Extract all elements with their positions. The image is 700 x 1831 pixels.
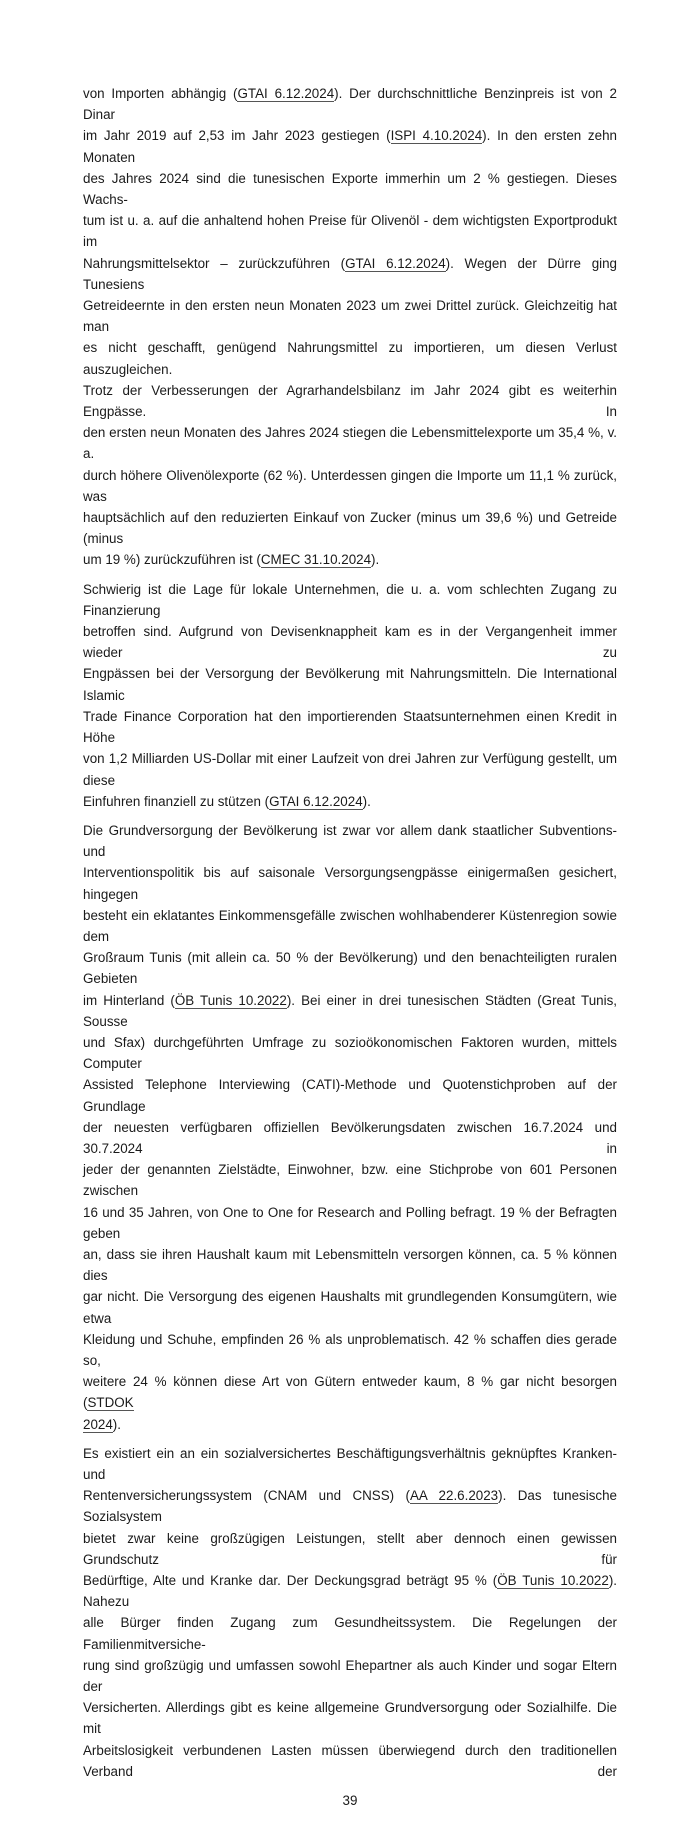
text-segment: jeder der genannten Zielstädte, Einwohner, bzw. eine Stichprobe von 601 Personen zwischen (83, 1162, 617, 1199)
text-line (83, 621, 617, 663)
text-segment: Trotz der Verbesserungen der Agrarhandelsbilanz im Jahr 2024 gibt es weiterhin Engpässe. In (83, 382, 617, 420)
text-segment: ). Nahezu (83, 1573, 617, 1610)
text-segment: 16 und 35 Jahren, von One to One for Research and Polling befragt. 19 % der Befragten geben (83, 1204, 617, 1241)
text-segment: bietet zwar keine großzügigen Leistungen, stellt aber dennoch einen gewissen Grundschutz für (83, 1530, 617, 1567)
text-segment: von 1,2 Milliarden US-Dollar mit einer Laufzeit von drei Jahren zur Verfügung gestellt, um diese (83, 751, 617, 788)
citation-link[interactable]: AA 22.6.2023 (410, 1488, 499, 1504)
text-line (83, 465, 617, 507)
text-line (83, 380, 617, 422)
text-line (83, 1244, 617, 1286)
text-line (83, 1740, 617, 1782)
text-segment: ). In den ersten zehn Monaten (83, 128, 617, 165)
text-line (83, 990, 617, 1032)
text-line (83, 947, 617, 989)
text-line (83, 1570, 617, 1612)
citation-link[interactable]: GTAI 6.12.2024 (237, 86, 335, 101)
text-line (83, 748, 617, 790)
text-segment: ). (362, 793, 371, 809)
text-line (83, 168, 617, 210)
text-segment: weitere 24 % können diese Art von Gütern entweder kaum, 8 % gar nicht besorgen ( (83, 1374, 617, 1411)
text-segment: rung sind großzügig und umfassen sowohl Ehepartner als auch Kinder und sogar Eltern der (83, 1657, 617, 1695)
text-segment: Interventionspolitik bis auf saisonale Versorgungsengpässe einigermaßen gesichert, hingegen (83, 865, 617, 902)
paragraph (83, 579, 617, 812)
text-line (83, 1655, 617, 1697)
text-segment: es nicht geschafft, genügend Nahrungsmittel zu importieren, um diesen Verlust auszugleichen. (83, 340, 617, 377)
text-segment: ). Wegen der Dürre ging Tunesiens (83, 255, 618, 292)
text-segment: Schwierig ist die Lage für lokale Unternehmen, die u. a. vom schlechten Zugang zu Finanzierung (83, 581, 617, 618)
text-segment: Bedürftige, Alte und Kranke dar. Der Deckungsgrad beträgt 95 % ( (83, 1573, 498, 1589)
text-segment: Großraum Tunis (mit allein ca. 50 % der Bevölkerung) und den benachteiligten ruralen Gebieten (83, 950, 617, 987)
text-segment: Einfuhren finanziell zu stützen ( (83, 793, 270, 809)
text-line (83, 1159, 617, 1201)
text-segment: Engpässen bei der Versorgung der Bevölkerung mit Nahrungsmitteln. Die International Islamic (83, 666, 617, 703)
page-number: 39 (342, 1793, 358, 1809)
text-line (83, 791, 617, 812)
text-segment: ). Bei einer in drei tunesischen Städten (Great Tunis, Sousse (83, 992, 617, 1029)
text-line (83, 337, 617, 379)
text-line (83, 1443, 617, 1485)
text-segment: ). Der durchschnittliche Benzinpreis ist von 2 Dinar (83, 86, 617, 123)
text-line (83, 1286, 617, 1328)
text-line (83, 549, 617, 570)
citation-link[interactable]: ÖB Tunis 10.2022 (174, 992, 287, 1008)
document-body (83, 83, 617, 1782)
text-line (83, 1329, 617, 1371)
text-line (83, 125, 617, 167)
text-segment: besteht ein eklatantes Einkommensgefälle zwischen wohlhabenderer Küstenregion sowie dem (83, 907, 617, 944)
text-line (83, 663, 617, 705)
text-line (83, 1202, 617, 1244)
text-line (83, 1697, 617, 1739)
text-segment: Kleidung und Schuhe, empfinden 26 % als unproblematisch. 42 % schaffen dies gerade so, (83, 1331, 617, 1368)
text-segment: des Jahres 2024 sind die tunesischen Exporte immerhin um 2 % gestiegen. Dieses Wachs- (83, 170, 617, 208)
text-line (83, 1528, 617, 1570)
text-line (83, 1485, 617, 1527)
citation-link[interactable]: GTAI 6.12.2024 (269, 793, 363, 809)
citation-link[interactable]: GTAI 6.12.2024 (345, 255, 446, 271)
text-segment: Assisted Telephone Interviewing (CATI)-Methode und Quotenstichproben auf der Grundlage (83, 1077, 617, 1114)
text-segment: und Sfax) durchgeführten Umfrage zu sozioökonomischen Faktoren wurden, mittels Computer (83, 1034, 617, 1072)
text-segment: im Jahr 2019 auf 2,53 im Jahr 2023 gestiegen ( (83, 128, 391, 144)
text-segment: den ersten neun Monaten des Jahres 2024 stiegen die Lebensmittelexporte um 35,4 %, v. a. (83, 425, 617, 462)
text-line (83, 422, 617, 464)
text-line (83, 1612, 617, 1654)
citation-link[interactable]: STDOK (87, 1395, 134, 1411)
text-line (83, 1074, 617, 1116)
text-segment: Arbeitslosigkeit verbundenen Lasten müssen überwiegend durch den traditionellen Verband der (83, 1742, 617, 1779)
text-line (83, 862, 617, 904)
paragraph (83, 83, 617, 571)
citation-link[interactable]: 2024 (83, 1416, 113, 1432)
text-segment: von Importen abhängig ( (83, 86, 238, 101)
text-line (83, 83, 617, 125)
text-segment: ). (371, 552, 380, 568)
citation-link[interactable]: ISPI 4.10.2024 (390, 128, 483, 144)
text-segment: an, dass sie ihren Haushalt kaum mit Lebensmitteln versorgen können, ca. 5 % können dies (83, 1246, 617, 1284)
text-line (83, 1414, 617, 1435)
text-segment: durch höhere Olivenölexporte (62 %). Unterdessen gingen die Importe um 11,1 % zurück, was (83, 467, 617, 504)
text-line (83, 210, 617, 252)
text-segment: Trade Finance Corporation hat den importierenden Staatsunternehmen einen Kredit in Höhe (83, 708, 617, 746)
text-segment: tum ist u. a. auf die anhaltend hohen Preise für Olivenöl - dem wichtigsten Exportprodukt im (83, 213, 617, 250)
text-segment: der neuesten verfügbaren offiziellen Bevölkerungsdaten zwischen 16.7.2024 und 30.7.2024 in (83, 1119, 617, 1156)
text-segment: gar nicht. Die Versorgung des eigenen Haushalts mit grundlegenden Konsumgütern, wie etwa (83, 1289, 617, 1326)
text-line (83, 905, 617, 947)
text-segment: alle Bürger finden Zugang zum Gesundheitssystem. Die Regelungen der Familienmitversiche- (83, 1615, 617, 1652)
text-line (83, 253, 617, 295)
citation-link[interactable]: ÖB Tunis 10.2022 (497, 1573, 609, 1589)
text-segment: betroffen sind. Aufgrund von Devisenknappheit kam es in der Vergangenheit immer wieder zu (83, 624, 617, 661)
text-segment: ). Das tunesische Sozialsystem (83, 1488, 617, 1525)
text-segment: Nahrungsmittelsektor – zurückzuführen ( (83, 255, 346, 271)
text-line (83, 507, 617, 549)
text-segment: um 19 %) zurückzuführen ist ( (83, 552, 261, 568)
text-segment: Es existiert ein an ein sozialversichertes Beschäftigungsverhältnis geknüpftes Kranken- und (83, 1445, 617, 1482)
text-segment: Rentenversicherungssystem (CNAM und CNSS) ( (83, 1488, 410, 1504)
text-segment: Getreideernte in den ersten neun Monaten 2023 um zwei Drittel zurück. Gleichzeitig hat man (83, 298, 617, 335)
text-line (83, 1117, 617, 1159)
text-segment: ). (112, 1416, 121, 1432)
text-segment: im Hinterland ( (83, 992, 175, 1008)
text-segment: Versicherten. Allerdings gibt es keine allgemeine Grundversorgung oder Sozialhilfe. Die mit (83, 1700, 617, 1737)
text-line (83, 706, 617, 748)
paragraph (83, 820, 617, 1435)
citation-link[interactable]: CMEC 31.10.2024 (260, 552, 372, 568)
text-segment: hauptsächlich auf den reduzierten Einkauf von Zucker (minus um 39,6 %) und Getreide (minus (83, 510, 617, 547)
text-line (83, 1032, 617, 1074)
text-line (83, 295, 617, 337)
text-segment: Die Grundversorgung der Bevölkerung ist zwar vor allem dank staatlicher Subventions- und (83, 822, 617, 860)
paragraph (83, 1443, 617, 1782)
text-line (83, 1371, 617, 1413)
text-line (83, 579, 617, 621)
text-line (83, 820, 617, 862)
